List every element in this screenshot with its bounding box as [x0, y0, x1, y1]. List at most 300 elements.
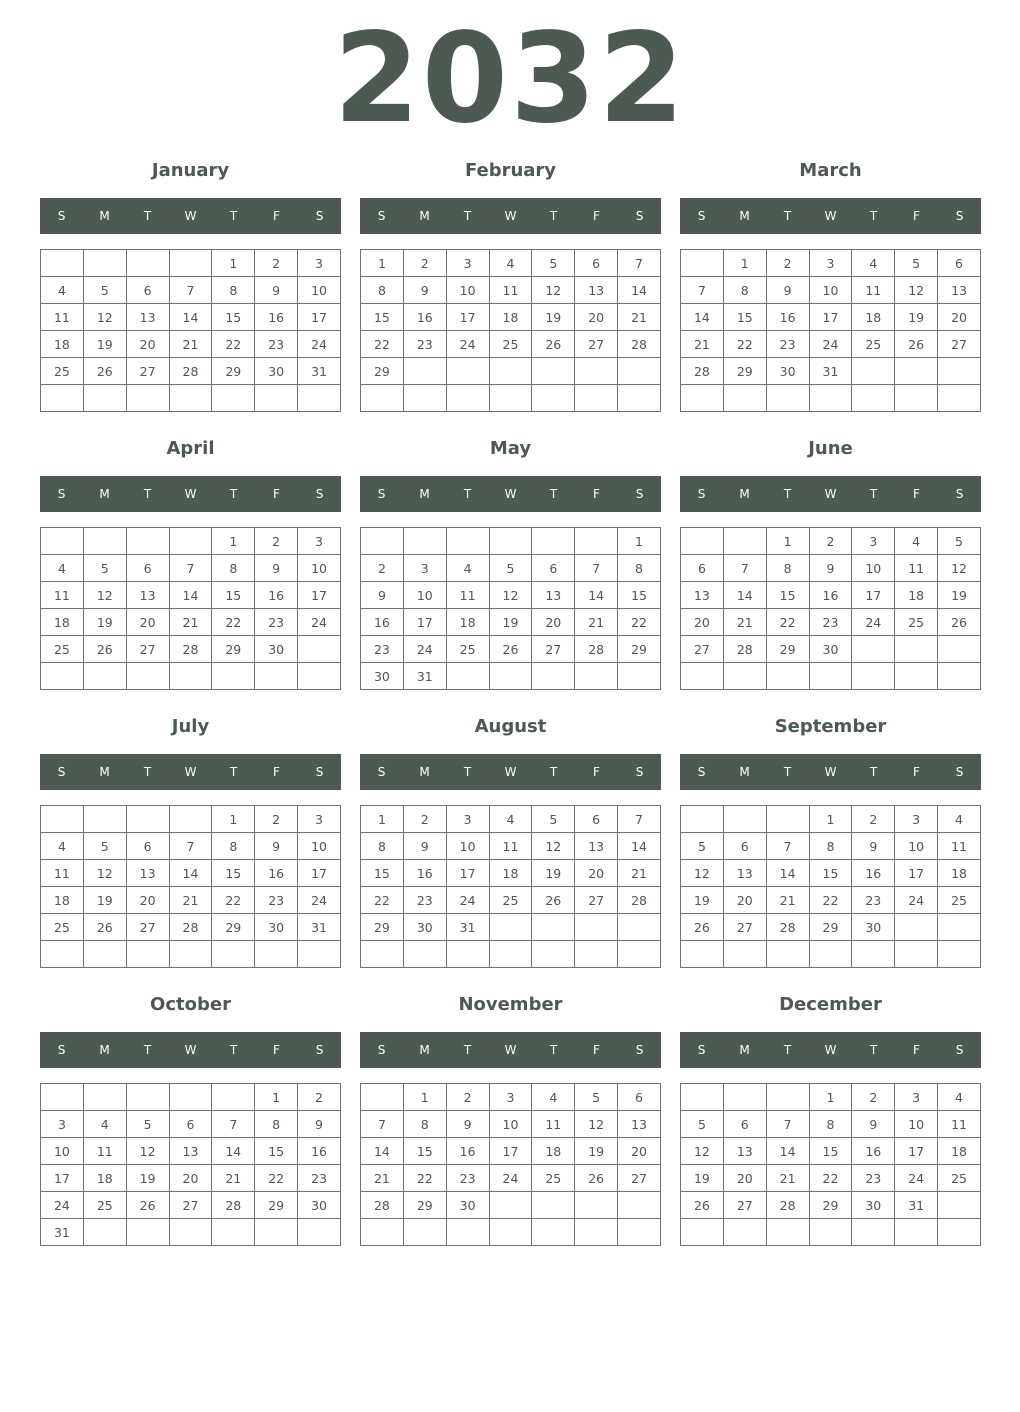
empty-cell	[895, 385, 938, 412]
empty-cell	[618, 358, 661, 385]
day-cell: 21	[575, 609, 618, 636]
day-cell: 1	[212, 528, 255, 555]
day-cell: 24	[489, 1165, 532, 1192]
day-cell: 13	[126, 304, 169, 331]
day-cell: 18	[938, 860, 981, 887]
day-cell: 2	[255, 250, 298, 277]
day-cell: 12	[83, 860, 126, 887]
day-cell: 6	[723, 833, 766, 860]
day-cell: 26	[895, 331, 938, 358]
empty-cell	[723, 1219, 766, 1246]
month-name: November	[458, 994, 563, 1015]
day-cell: 7	[618, 806, 661, 833]
day-cell: 8	[255, 1111, 298, 1138]
day-cell: 27	[126, 358, 169, 385]
weekday-header	[680, 754, 981, 790]
day-cell: 25	[41, 358, 84, 385]
day-cell: 4	[83, 1111, 126, 1138]
empty-cell	[403, 1219, 446, 1246]
day-cell: 17	[809, 304, 852, 331]
weekday-label: S	[315, 765, 324, 779]
day-cell: 15	[212, 304, 255, 331]
day-cell: 12	[532, 277, 575, 304]
day-cell: 22	[212, 609, 255, 636]
day-cell: 31	[895, 1192, 938, 1219]
weekday-label: S	[57, 1043, 66, 1057]
day-cell: 26	[575, 1165, 618, 1192]
day-cell: 22	[361, 331, 404, 358]
day-cell: 3	[298, 528, 341, 555]
day-cell: 23	[255, 331, 298, 358]
weekday-label: T	[463, 209, 472, 223]
empty-cell	[361, 1084, 404, 1111]
day-cell: 14	[212, 1138, 255, 1165]
day-cell: 31	[298, 914, 341, 941]
day-cell: 5	[681, 833, 724, 860]
day-cell: 23	[298, 1165, 341, 1192]
empty-cell	[895, 914, 938, 941]
day-cell: 22	[766, 609, 809, 636]
empty-cell	[575, 385, 618, 412]
empty-cell	[895, 941, 938, 968]
day-cell: 24	[298, 609, 341, 636]
week-row	[361, 304, 661, 331]
week-row	[361, 528, 661, 555]
day-cell: 19	[938, 582, 981, 609]
empty-cell	[723, 663, 766, 690]
day-cell: 14	[618, 277, 661, 304]
week-row	[41, 277, 341, 304]
day-cell: 26	[681, 1192, 724, 1219]
day-cell: 5	[83, 833, 126, 860]
week-row	[41, 663, 341, 690]
day-cell: 29	[255, 1192, 298, 1219]
week-row	[41, 1084, 341, 1111]
empty-cell	[618, 1192, 661, 1219]
weekday-label: S	[955, 487, 964, 501]
empty-cell	[489, 663, 532, 690]
weekday-label: S	[57, 487, 66, 501]
day-cell: 6	[532, 555, 575, 582]
day-cell: 29	[403, 1192, 446, 1219]
week-row	[681, 609, 981, 636]
day-cell: 22	[361, 887, 404, 914]
day-cell: 4	[895, 528, 938, 555]
day-grid	[40, 527, 341, 690]
day-cell: 20	[126, 609, 169, 636]
day-cell: 5	[83, 277, 126, 304]
week-row	[361, 1219, 661, 1246]
day-cell: 6	[169, 1111, 212, 1138]
month-name: December	[779, 994, 882, 1015]
week-row	[361, 277, 661, 304]
day-cell: 21	[766, 1165, 809, 1192]
empty-cell	[255, 941, 298, 968]
empty-cell	[212, 663, 255, 690]
week-row	[361, 385, 661, 412]
empty-cell	[766, 806, 809, 833]
empty-cell	[446, 385, 489, 412]
weekday-label: S	[315, 487, 324, 501]
day-cell: 26	[83, 358, 126, 385]
weekday-label: M	[419, 487, 430, 501]
empty-cell	[126, 941, 169, 968]
day-cell: 5	[681, 1111, 724, 1138]
day-cell: 18	[83, 1165, 126, 1192]
day-cell: 3	[446, 250, 489, 277]
empty-cell	[83, 1219, 126, 1246]
weekday-label: S	[377, 487, 386, 501]
day-cell: 10	[852, 555, 895, 582]
day-cell: 28	[361, 1192, 404, 1219]
day-cell: 26	[126, 1192, 169, 1219]
week-row	[681, 358, 981, 385]
weekday-label: W	[184, 209, 197, 223]
week-row	[681, 636, 981, 663]
empty-cell	[446, 663, 489, 690]
day-cell: 23	[766, 331, 809, 358]
empty-cell	[361, 1219, 404, 1246]
day-cell: 30	[255, 636, 298, 663]
empty-cell	[298, 663, 341, 690]
week-row	[681, 941, 981, 968]
empty-cell	[938, 914, 981, 941]
weekday-label: S	[315, 1043, 324, 1057]
empty-cell	[681, 1219, 724, 1246]
day-cell: 10	[298, 555, 341, 582]
empty-cell	[446, 941, 489, 968]
day-cell: 13	[723, 860, 766, 887]
month-august	[360, 712, 661, 982]
week-row	[681, 1084, 981, 1111]
weekday-header	[360, 1032, 661, 1068]
day-cell: 3	[895, 806, 938, 833]
day-cell: 22	[809, 887, 852, 914]
day-cell: 6	[681, 555, 724, 582]
day-cell: 1	[809, 1084, 852, 1111]
month-january	[40, 156, 341, 426]
month-april	[40, 434, 341, 704]
day-grid	[360, 527, 661, 690]
day-cell: 10	[298, 277, 341, 304]
weekday-label: T	[463, 1043, 472, 1057]
day-cell: 2	[403, 806, 446, 833]
day-cell: 28	[766, 914, 809, 941]
day-cell: 27	[575, 887, 618, 914]
month-name: August	[474, 716, 547, 737]
day-cell: 8	[618, 555, 661, 582]
weekday-label: S	[955, 765, 964, 779]
month-june	[680, 434, 981, 704]
week-row	[41, 609, 341, 636]
day-cell: 2	[446, 1084, 489, 1111]
day-cell: 8	[809, 1111, 852, 1138]
weekday-label: M	[739, 1043, 750, 1057]
day-cell: 16	[766, 304, 809, 331]
day-cell: 28	[212, 1192, 255, 1219]
day-cell: 20	[618, 1138, 661, 1165]
day-cell: 23	[852, 1165, 895, 1192]
weekday-label: W	[184, 487, 197, 501]
day-cell: 5	[938, 528, 981, 555]
day-cell: 27	[681, 636, 724, 663]
empty-cell	[41, 941, 84, 968]
empty-cell	[212, 1084, 255, 1111]
empty-cell	[895, 358, 938, 385]
day-cell: 17	[446, 860, 489, 887]
day-cell: 26	[489, 636, 532, 663]
weekday-label: W	[184, 1043, 197, 1057]
day-cell: 9	[852, 833, 895, 860]
day-cell: 19	[83, 887, 126, 914]
day-cell: 29	[809, 914, 852, 941]
day-cell: 29	[361, 914, 404, 941]
day-cell: 28	[169, 914, 212, 941]
day-cell: 7	[575, 555, 618, 582]
empty-cell	[298, 385, 341, 412]
day-cell: 2	[255, 528, 298, 555]
day-cell: 9	[446, 1111, 489, 1138]
week-row	[41, 250, 341, 277]
day-cell: 7	[169, 833, 212, 860]
day-cell: 25	[83, 1192, 126, 1219]
month-october	[40, 990, 341, 1260]
day-cell: 30	[852, 1192, 895, 1219]
day-cell: 6	[575, 806, 618, 833]
day-cell: 3	[298, 806, 341, 833]
empty-cell	[489, 941, 532, 968]
day-cell: 29	[212, 358, 255, 385]
empty-cell	[938, 941, 981, 968]
day-cell: 14	[169, 582, 212, 609]
day-cell: 15	[403, 1138, 446, 1165]
day-cell: 4	[41, 555, 84, 582]
day-cell: 25	[532, 1165, 575, 1192]
empty-cell	[169, 941, 212, 968]
day-cell: 31	[446, 914, 489, 941]
empty-cell	[766, 1219, 809, 1246]
month-name: May	[489, 438, 532, 459]
day-cell: 28	[723, 636, 766, 663]
empty-cell	[532, 1192, 575, 1219]
empty-cell	[361, 941, 404, 968]
day-cell: 20	[723, 1165, 766, 1192]
day-cell: 20	[532, 609, 575, 636]
day-cell: 17	[298, 304, 341, 331]
week-row	[681, 1111, 981, 1138]
day-cell: 1	[403, 1084, 446, 1111]
empty-cell	[852, 358, 895, 385]
empty-cell	[895, 636, 938, 663]
day-cell: 7	[766, 1111, 809, 1138]
day-cell: 20	[575, 860, 618, 887]
empty-cell	[575, 663, 618, 690]
weekday-label: W	[184, 765, 197, 779]
day-cell: 31	[403, 663, 446, 690]
day-cell: 9	[809, 555, 852, 582]
weekday-label: W	[504, 209, 517, 223]
day-cell: 29	[618, 636, 661, 663]
day-cell: 27	[169, 1192, 212, 1219]
empty-cell	[809, 1219, 852, 1246]
day-cell: 17	[298, 582, 341, 609]
day-cell: 18	[532, 1138, 575, 1165]
empty-cell	[489, 358, 532, 385]
day-cell: 30	[852, 914, 895, 941]
day-cell: 9	[255, 277, 298, 304]
day-cell: 6	[126, 555, 169, 582]
empty-cell	[298, 636, 341, 663]
day-cell: 28	[169, 358, 212, 385]
week-row	[41, 1138, 341, 1165]
empty-cell	[532, 385, 575, 412]
empty-cell	[489, 1192, 532, 1219]
empty-cell	[446, 358, 489, 385]
weekday-label: S	[635, 209, 644, 223]
weekday-label: T	[869, 765, 878, 779]
empty-cell	[852, 1219, 895, 1246]
day-cell: 27	[723, 914, 766, 941]
day-cell: 8	[403, 1111, 446, 1138]
day-cell: 20	[681, 609, 724, 636]
day-cell: 4	[938, 1084, 981, 1111]
empty-cell	[575, 1192, 618, 1219]
day-cell: 29	[212, 914, 255, 941]
day-cell: 11	[895, 555, 938, 582]
day-cell: 21	[212, 1165, 255, 1192]
month-september	[680, 712, 981, 982]
empty-cell	[126, 528, 169, 555]
day-cell: 10	[489, 1111, 532, 1138]
empty-cell	[852, 941, 895, 968]
day-cell: 27	[618, 1165, 661, 1192]
empty-cell	[681, 250, 724, 277]
day-cell: 17	[446, 304, 489, 331]
day-cell: 7	[169, 555, 212, 582]
day-cell: 10	[446, 833, 489, 860]
day-cell: 10	[298, 833, 341, 860]
day-cell: 4	[41, 833, 84, 860]
day-cell: 13	[723, 1138, 766, 1165]
day-cell: 2	[298, 1084, 341, 1111]
day-cell: 9	[255, 555, 298, 582]
empty-cell	[403, 941, 446, 968]
empty-cell	[766, 385, 809, 412]
week-row	[361, 860, 661, 887]
day-cell: 15	[361, 304, 404, 331]
empty-cell	[618, 914, 661, 941]
day-cell: 3	[403, 555, 446, 582]
week-row	[41, 1192, 341, 1219]
week-row	[681, 277, 981, 304]
day-cell: 27	[938, 331, 981, 358]
empty-cell	[532, 1219, 575, 1246]
day-cell: 12	[575, 1111, 618, 1138]
weekday-label: T	[549, 1043, 558, 1057]
day-cell: 25	[938, 1165, 981, 1192]
week-row	[681, 833, 981, 860]
day-cell: 19	[895, 304, 938, 331]
day-cell: 25	[41, 636, 84, 663]
day-cell: 15	[255, 1138, 298, 1165]
weekday-label: T	[463, 765, 472, 779]
day-cell: 4	[41, 277, 84, 304]
day-cell: 26	[938, 609, 981, 636]
day-cell: 17	[895, 860, 938, 887]
week-row	[681, 304, 981, 331]
day-cell: 18	[938, 1138, 981, 1165]
empty-cell	[895, 1219, 938, 1246]
empty-cell	[41, 250, 84, 277]
day-cell: 25	[41, 914, 84, 941]
day-cell: 8	[212, 555, 255, 582]
day-cell: 7	[723, 555, 766, 582]
day-cell: 20	[723, 887, 766, 914]
day-cell: 27	[575, 331, 618, 358]
day-cell: 19	[532, 860, 575, 887]
week-row	[361, 358, 661, 385]
day-cell: 5	[83, 555, 126, 582]
empty-cell	[126, 1084, 169, 1111]
week-row	[681, 582, 981, 609]
week-row	[41, 555, 341, 582]
empty-cell	[938, 358, 981, 385]
empty-cell	[212, 941, 255, 968]
weekday-label: W	[504, 487, 517, 501]
day-cell: 8	[212, 277, 255, 304]
weekday-label: T	[143, 1043, 152, 1057]
day-cell: 4	[489, 250, 532, 277]
day-cell: 12	[83, 304, 126, 331]
weekday-label: F	[913, 487, 920, 501]
day-cell: 1	[809, 806, 852, 833]
week-row	[681, 331, 981, 358]
day-cell: 7	[681, 277, 724, 304]
day-cell: 10	[41, 1138, 84, 1165]
day-cell: 19	[532, 304, 575, 331]
empty-cell	[83, 1084, 126, 1111]
day-grid	[680, 1083, 981, 1246]
weekday-label: S	[377, 1043, 386, 1057]
empty-cell	[809, 941, 852, 968]
week-row	[361, 1084, 661, 1111]
day-cell: 14	[681, 304, 724, 331]
day-cell: 7	[361, 1111, 404, 1138]
weekday-label: W	[504, 765, 517, 779]
day-cell: 1	[723, 250, 766, 277]
day-cell: 6	[723, 1111, 766, 1138]
weekday-label: S	[955, 209, 964, 223]
week-row	[41, 331, 341, 358]
day-cell: 23	[403, 887, 446, 914]
empty-cell	[489, 528, 532, 555]
empty-cell	[532, 663, 575, 690]
empty-cell	[938, 1192, 981, 1219]
day-cell: 23	[255, 609, 298, 636]
day-cell: 11	[41, 860, 84, 887]
day-cell: 17	[403, 609, 446, 636]
empty-cell	[809, 385, 852, 412]
day-cell: 11	[489, 833, 532, 860]
empty-cell	[126, 663, 169, 690]
day-cell: 12	[83, 582, 126, 609]
month-name: July	[171, 716, 210, 737]
weekday-label: S	[697, 209, 706, 223]
weekday-label: T	[229, 1043, 238, 1057]
empty-cell	[41, 528, 84, 555]
day-cell: 4	[938, 806, 981, 833]
day-cell: 28	[766, 1192, 809, 1219]
